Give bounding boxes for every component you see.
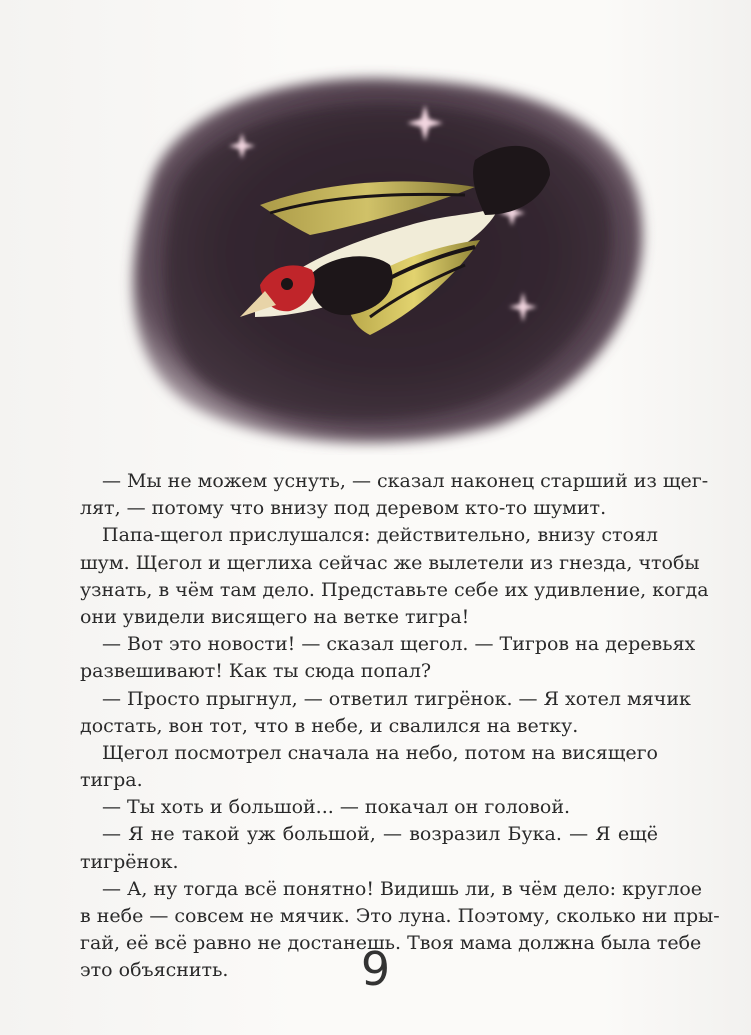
text-line: развешивают! Как ты сюда попал? <box>80 660 432 683</box>
text-line: — Мы не можем уснуть, — сказал наконец старший из щег- <box>102 470 709 492</box>
text-line: они увидели висящего на ветке тигра! <box>80 605 470 628</box>
text-line: — Ты хоть и большой... — покачал он головой. <box>102 796 571 819</box>
goldfinch-illustration <box>80 55 670 455</box>
text-line: — Вот это новости! — сказал щегол. — Тигров на деревьях <box>102 633 696 656</box>
text-line: — Просто прыгнул, — ответил тигрёнок. — Я хотел мячик <box>102 687 691 710</box>
text-line: лят, — потому что внизу под деревом кто-то шумит. <box>80 497 607 520</box>
text-line: Папа-щегол прислушался: действительно, внизу стоял <box>102 524 658 547</box>
text-line: Щегол посмотрел сначала на небо, потом на висящего <box>102 741 658 764</box>
text-line: достать, вон тот, что в небе, и свалился на ветку. <box>80 714 579 737</box>
text-line: в небе — совсем не мячик. Это луна. Поэтому, сколько ни пры- <box>80 905 720 927</box>
text-line: — А, ну тогда всё понятно! Видишь ли, в чём дело: круглое <box>102 877 703 900</box>
page-number: 9 <box>360 942 391 996</box>
text-line: это объяснить. <box>80 959 229 982</box>
text-line: тигра. <box>80 769 143 792</box>
text-line: тигрёнок. <box>80 850 179 873</box>
text-line: гай, её всё равно не достанешь. Твоя мама должна была тебе <box>80 932 702 955</box>
text-line: узнать, в чём там дело. Представьте себе их удивление, когда <box>80 578 709 601</box>
text-line: — Я не такой уж большой, — возразил Бука. — Я ещё <box>102 823 658 846</box>
story-text <box>80 468 720 985</box>
text-line: шум. Щегол и щеглиха сейчас же вылетели из гнезда, чтобы <box>80 551 700 574</box>
